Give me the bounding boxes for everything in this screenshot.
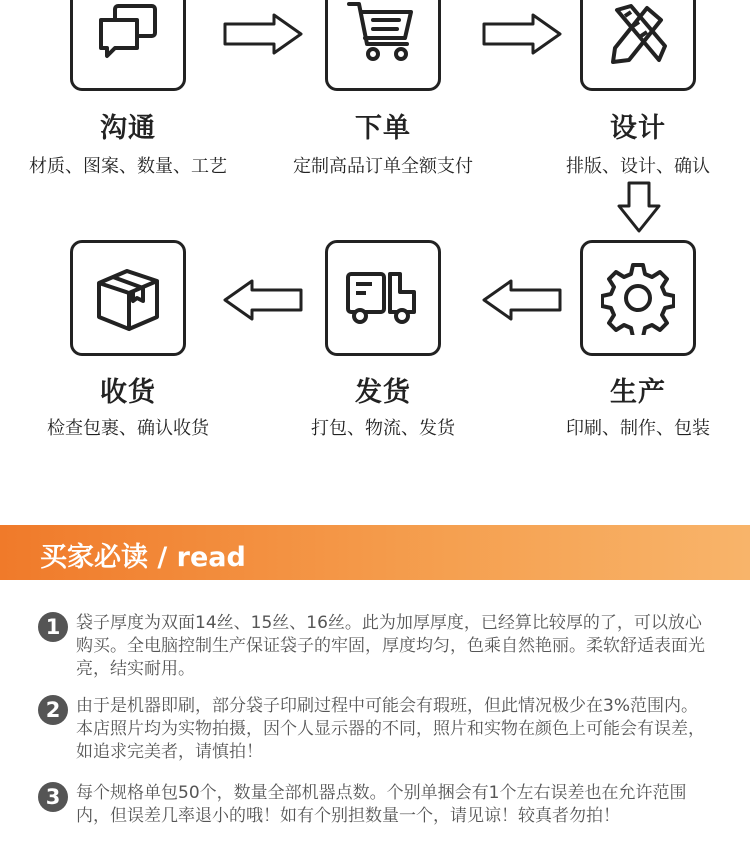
step-desc: 材质、图案、数量、工艺 xyxy=(29,156,227,177)
step-desc: 印刷、制作、包装 xyxy=(566,418,710,439)
step-communicate-box xyxy=(70,0,186,91)
step-design-box xyxy=(580,0,696,91)
notice-number-badge: 2 xyxy=(38,695,68,725)
notice-item xyxy=(38,612,718,682)
step-title: 生产 xyxy=(610,377,666,408)
step-receive-box xyxy=(70,240,186,356)
step-ship xyxy=(268,240,498,440)
buyer-notice-banner xyxy=(0,525,750,580)
step-desc: 检查包裹、确认收货 xyxy=(47,418,209,439)
banner-title: 买家必读 / read xyxy=(40,542,246,573)
step-produce xyxy=(523,240,750,440)
notice-item xyxy=(38,695,718,765)
notice-number-badge: 1 xyxy=(38,612,68,642)
step-receive xyxy=(13,240,243,440)
step-title: 设计 xyxy=(610,113,666,144)
gear-icon xyxy=(601,261,675,335)
step-title: 发货 xyxy=(355,377,411,408)
step-order-box xyxy=(325,0,441,91)
step-title: 收货 xyxy=(100,377,156,408)
step-communicate xyxy=(13,0,243,180)
step-desc: 定制高品订单全额支付 xyxy=(293,156,473,177)
truck-icon xyxy=(344,268,422,328)
step-ship-box xyxy=(325,240,441,356)
step-title: 下单 xyxy=(355,113,411,144)
package-icon xyxy=(91,261,165,335)
chat-icon xyxy=(93,0,163,68)
step-design xyxy=(523,0,750,180)
notice-number-badge: 3 xyxy=(38,782,68,812)
notice-text: 由于是机器即刷，部分袋子印刷过程中可能会有瑕班，但此情况极少在3%范围内。本店照片均为实物拍摄，因个人显示器的不同，照片和实物在颜色上可能会有误差，如追求完美者，请慎拍！ xyxy=(76,696,705,762)
cart-icon xyxy=(345,0,421,68)
arrow-down-icon xyxy=(616,180,662,234)
step-title: 沟通 xyxy=(100,113,156,144)
step-desc: 排版、设计、确认 xyxy=(566,156,710,177)
step-produce-box xyxy=(580,240,696,356)
step-order xyxy=(268,0,498,180)
design-tools-icon xyxy=(603,0,673,68)
notice-item xyxy=(38,782,718,850)
notice-text: 袋子厚度为双面14丝、15丝、16丝。此为加厚厚度，已经算比较厚的了，可以放心购买。全电脑控制生产保证袋子的牢固，厚度均匀，色乘自然艳丽。柔软舒适表面光亮，结实耐用。 xyxy=(76,613,705,679)
step-desc: 打包、物流、发货 xyxy=(311,418,455,439)
notice-text: 每个规格单包50个，数量全部机器点数。个别单捆会有1个左右误差也在允许范围内，但误差几率退小的哦！如有个别担数量一个，请见谅！较真者勿拍！ xyxy=(76,783,687,826)
